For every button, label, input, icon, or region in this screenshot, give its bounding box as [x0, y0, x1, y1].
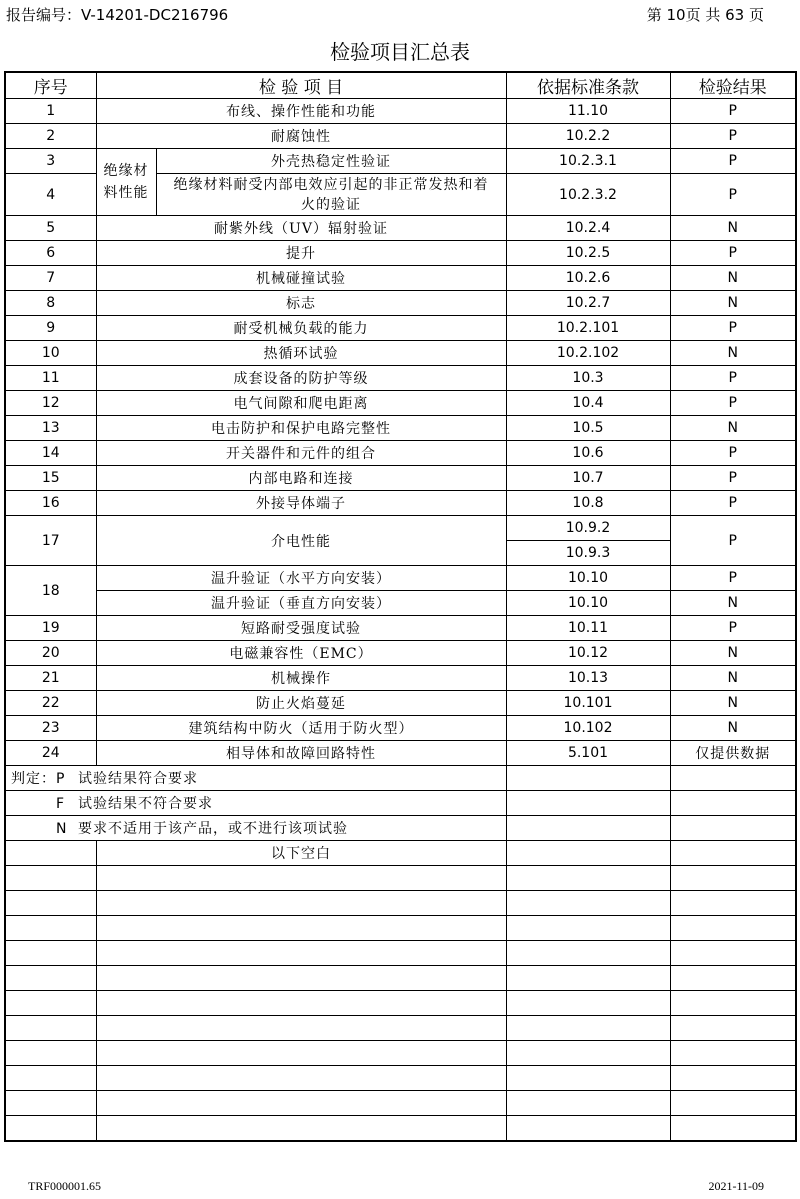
row-no: 13: [5, 416, 96, 441]
empty-cell: [506, 1041, 670, 1066]
table-row: [5, 441, 796, 466]
row-result: N: [670, 266, 796, 291]
empty-cell: [5, 866, 96, 891]
row-clause: 10.2.101: [506, 316, 670, 341]
empty-cell: [506, 1016, 670, 1041]
row-no: 4: [5, 174, 96, 216]
legend-n-text: 要求不适用于该产品，或不进行该项试验: [78, 821, 348, 837]
empty-cell: [506, 1066, 670, 1091]
row-clause: 10.9.2: [506, 516, 670, 541]
row-no: 21: [5, 666, 96, 691]
row-item: 介电性能: [96, 516, 506, 566]
empty-row: [5, 1091, 796, 1116]
row-item: 建筑结构中防火（适用于防火型）: [96, 716, 506, 741]
table-row: [5, 616, 796, 641]
empty-cell: [5, 841, 96, 866]
legend-p-code: P: [56, 771, 65, 787]
row-item: 成套设备的防护等级: [96, 366, 506, 391]
row-result: N: [670, 216, 796, 241]
empty-cell: [96, 1016, 506, 1041]
row-clause: 10.4: [506, 391, 670, 416]
empty-row: [5, 966, 796, 991]
row-result: N: [670, 716, 796, 741]
table-row: [5, 291, 796, 316]
empty-cell: [96, 1066, 506, 1091]
row-item: 电气间隙和爬电距离: [96, 391, 506, 416]
legend-prefix: 判定：: [11, 771, 56, 787]
row-no: 19: [5, 616, 96, 641]
row-clause: 10.11: [506, 616, 670, 641]
row-clause: 10.102: [506, 716, 670, 741]
empty-cell: [96, 991, 506, 1016]
empty-cell: [506, 966, 670, 991]
empty-cell: [5, 1091, 96, 1116]
empty-cell: [670, 991, 796, 1016]
row-item: 温升验证（水平方向安装）: [96, 566, 506, 591]
row-item: 外接导体端子: [96, 491, 506, 516]
row-item: 机械碰撞试验: [96, 266, 506, 291]
row-clause: 10.3: [506, 366, 670, 391]
empty-cell: [670, 916, 796, 941]
empty-cell: [670, 1091, 796, 1116]
table-row: [5, 391, 796, 416]
row-clause: 10.2.3.1: [506, 149, 670, 174]
row-clause: 10.2.4: [506, 216, 670, 241]
table-row: [5, 741, 796, 766]
empty-cell: [670, 891, 796, 916]
header-result: 检验结果: [670, 72, 796, 99]
table-row: [5, 566, 796, 591]
legend-n-code: N: [56, 821, 67, 837]
row-result: P: [670, 124, 796, 149]
header-no: 序号: [5, 72, 96, 99]
empty-cell: [5, 966, 96, 991]
empty-cell: [506, 1091, 670, 1116]
row-result: P: [670, 149, 796, 174]
row-result: P: [670, 366, 796, 391]
row-no: 1: [5, 99, 96, 124]
form-code: TRF000001.65: [28, 1179, 102, 1193]
row-clause: 11.10: [506, 99, 670, 124]
table-row: [5, 366, 796, 391]
row-result: N: [670, 666, 796, 691]
page-indicator: 第 10页 共 63 页: [646, 6, 764, 24]
row-clause: 10.101: [506, 691, 670, 716]
blank-note-row: [5, 841, 796, 866]
empty-cell: [5, 1116, 96, 1141]
row-item: 热循环试验: [96, 341, 506, 366]
row-item: 内部电路和连接: [96, 466, 506, 491]
row-group-label: 绝缘材料性能: [96, 149, 156, 216]
empty-cell: [670, 1016, 796, 1041]
empty-row: [5, 891, 796, 916]
legend-row-p: [5, 766, 796, 791]
table-row: [5, 241, 796, 266]
table-row: [5, 491, 796, 516]
row-clause: 10.7: [506, 466, 670, 491]
row-result: 仅提供数据: [670, 741, 796, 766]
row-no: 24: [5, 741, 96, 766]
table-row: [5, 124, 796, 149]
row-item: 短路耐受强度试验: [96, 616, 506, 641]
legend-row-n: [5, 816, 796, 841]
row-result: P: [670, 174, 796, 216]
empty-cell: [670, 941, 796, 966]
empty-cell: [506, 791, 670, 816]
legend-cell: [5, 766, 506, 791]
row-no: 20: [5, 641, 96, 666]
row-result: P: [670, 516, 796, 566]
empty-row: [5, 941, 796, 966]
footer-date: 2021-11-09: [708, 1179, 764, 1193]
empty-cell: [5, 916, 96, 941]
row-no: 7: [5, 266, 96, 291]
row-clause: 10.2.102: [506, 341, 670, 366]
empty-cell: [506, 991, 670, 1016]
row-clause: 10.6: [506, 441, 670, 466]
empty-cell: [96, 966, 506, 991]
row-result: P: [670, 99, 796, 124]
row-no: 17: [5, 516, 96, 566]
empty-cell: [670, 791, 796, 816]
inspection-summary-table: [4, 71, 797, 1142]
row-no: 12: [5, 391, 96, 416]
empty-cell: [506, 816, 670, 841]
empty-cell: [5, 1041, 96, 1066]
report-number: 报告编号：V-14201-DC216796: [6, 6, 229, 24]
table-row: [5, 316, 796, 341]
table-row: [5, 149, 796, 174]
row-item: 耐腐蚀性: [96, 124, 506, 149]
row-result: P: [670, 491, 796, 516]
row-clause: 10.5: [506, 416, 670, 441]
legend-p-text: 试验结果符合要求: [78, 771, 198, 787]
empty-cell: [96, 891, 506, 916]
empty-cell: [670, 1066, 796, 1091]
empty-cell: [96, 1091, 506, 1116]
row-item: 标志: [96, 291, 506, 316]
row-no: 2: [5, 124, 96, 149]
row-item: 外壳热稳定性验证: [156, 149, 506, 174]
row-no: 5: [5, 216, 96, 241]
table-row: [5, 99, 796, 124]
row-item: 电击防护和保护电路完整性: [96, 416, 506, 441]
empty-row: [5, 1116, 796, 1141]
row-clause: 10.10: [506, 566, 670, 591]
row-no: 18: [5, 566, 96, 616]
empty-cell: [506, 941, 670, 966]
empty-cell: [506, 1116, 670, 1141]
empty-cell: [670, 1041, 796, 1066]
empty-cell: [96, 866, 506, 891]
table-row: [5, 641, 796, 666]
row-result: P: [670, 316, 796, 341]
row-item: 防止火焰蔓延: [96, 691, 506, 716]
legend-row-f: [5, 791, 796, 816]
row-no: 22: [5, 691, 96, 716]
empty-cell: [670, 1116, 796, 1141]
row-clause: 10.12: [506, 641, 670, 666]
row-result: P: [670, 566, 796, 591]
row-result: P: [670, 241, 796, 266]
table-row: [5, 416, 796, 441]
page-title: 检验项目汇总表: [330, 40, 470, 64]
table-row: [5, 466, 796, 491]
row-clause: 10.10: [506, 591, 670, 616]
empty-row: [5, 1066, 796, 1091]
row-clause: 10.2.7: [506, 291, 670, 316]
blank-note: 以下空白: [96, 841, 506, 866]
row-clause: 10.8: [506, 491, 670, 516]
empty-cell: [96, 1041, 506, 1066]
header-clause: 依据标准条款: [506, 72, 670, 99]
row-result: P: [670, 616, 796, 641]
empty-row: [5, 1041, 796, 1066]
row-item: 绝缘材料耐受内部电效应引起的非正常发热和着火的验证: [156, 174, 506, 216]
header-item: 检 验 项 目: [96, 72, 506, 99]
empty-row: [5, 991, 796, 1016]
row-item: 耐紫外线（UV）辐射验证: [96, 216, 506, 241]
row-result: P: [670, 391, 796, 416]
table-row: [5, 516, 796, 541]
row-clause: 10.2.3.2: [506, 174, 670, 216]
row-clause: 10.9.3: [506, 541, 670, 566]
row-result: N: [670, 641, 796, 666]
row-no: 6: [5, 241, 96, 266]
row-item: 电磁兼容性（EMC）: [96, 641, 506, 666]
empty-cell: [670, 766, 796, 791]
row-result: N: [670, 291, 796, 316]
empty-cell: [5, 891, 96, 916]
empty-cell: [506, 766, 670, 791]
empty-row: [5, 866, 796, 891]
row-clause: 5.101: [506, 741, 670, 766]
table-row: [5, 691, 796, 716]
empty-rows: [5, 866, 796, 1141]
row-no: 23: [5, 716, 96, 741]
empty-cell: [96, 941, 506, 966]
row-result: N: [670, 416, 796, 441]
empty-cell: [5, 941, 96, 966]
row-result: P: [670, 466, 796, 491]
row-item: 开关器件和元件的组合: [96, 441, 506, 466]
table-row: [5, 591, 796, 616]
empty-cell: [96, 916, 506, 941]
empty-row: [5, 916, 796, 941]
empty-row: [5, 1016, 796, 1041]
row-result: N: [670, 341, 796, 366]
empty-cell: [5, 1066, 96, 1091]
empty-cell: [670, 866, 796, 891]
row-no: 11: [5, 366, 96, 391]
row-result: N: [670, 691, 796, 716]
row-no: 15: [5, 466, 96, 491]
legend-cell: [5, 816, 506, 841]
row-no: 8: [5, 291, 96, 316]
table-row: [5, 716, 796, 741]
row-result: N: [670, 591, 796, 616]
empty-cell: [506, 866, 670, 891]
empty-cell: [670, 841, 796, 866]
row-no: 3: [5, 149, 96, 174]
legend-f-text: 试验结果不符合要求: [78, 796, 213, 812]
row-item: 机械操作: [96, 666, 506, 691]
table-row: [5, 341, 796, 366]
empty-cell: [506, 891, 670, 916]
empty-cell: [5, 991, 96, 1016]
row-clause: 10.2.5: [506, 241, 670, 266]
table-row: [5, 266, 796, 291]
table-header-row: [5, 72, 796, 99]
row-no: 10: [5, 341, 96, 366]
row-item: 温升验证（垂直方向安装）: [96, 591, 506, 616]
empty-cell: [96, 1116, 506, 1141]
row-no: 14: [5, 441, 96, 466]
table-row: [5, 216, 796, 241]
row-clause: 10.2.2: [506, 124, 670, 149]
row-item: 相导体和故障回路特性: [96, 741, 506, 766]
empty-cell: [670, 816, 796, 841]
empty-cell: [506, 841, 670, 866]
row-item: 提升: [96, 241, 506, 266]
table-row: [5, 666, 796, 691]
row-result: P: [670, 441, 796, 466]
empty-cell: [5, 1016, 96, 1041]
row-no: 16: [5, 491, 96, 516]
row-no: 9: [5, 316, 96, 341]
empty-cell: [670, 966, 796, 991]
legend-f-code: F: [56, 796, 65, 812]
row-item: 耐受机械负载的能力: [96, 316, 506, 341]
row-item: 布线、操作性能和功能: [96, 99, 506, 124]
row-clause: 10.13: [506, 666, 670, 691]
legend-cell: [5, 791, 506, 816]
row-clause: 10.2.6: [506, 266, 670, 291]
empty-cell: [506, 916, 670, 941]
